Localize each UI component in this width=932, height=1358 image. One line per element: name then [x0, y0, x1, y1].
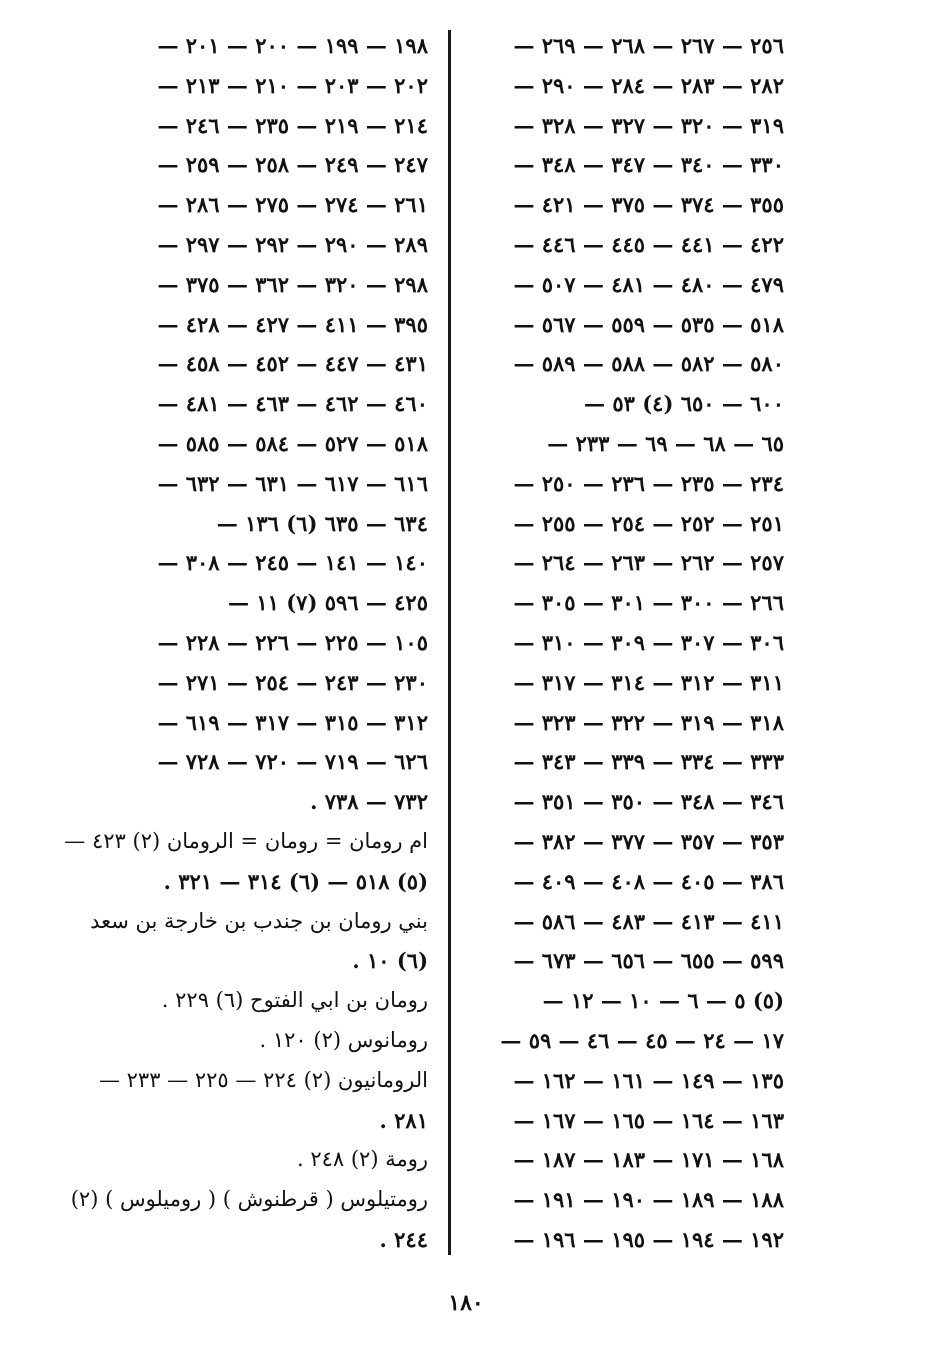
right-column-line: ٢٥٧ — ٢٦٢ — ٢٦٣ — ٢٦٤ —: [513, 550, 784, 576]
right-column-line: ٤٧٩ — ٤٨٠ — ٤٨١ — ٥٠٧ —: [513, 271, 784, 297]
left-column-line: ٢١٤ — ٢١٩ — ٢٣٥ — ٢٤٦ —: [157, 112, 428, 138]
left-column-line: ٢٩٨ — ٣٢٠ — ٣٦٢ — ٣٧٥ —: [157, 271, 428, 297]
left-column-line: ٤٦٠ — ٤٦٢ — ٤٦٣ — ٤٨١ —: [157, 391, 428, 417]
right-column-line: (٥) ٥ — ٦ — ١٠ — ١٢ —: [542, 988, 784, 1014]
left-column-line: ٤٢٥ — ٥٩٦ (٧) ١١ —: [228, 590, 428, 616]
right-column-line: ٢٣٤ — ٢٣٥ — ٢٣٦ — ٢٥٠ —: [513, 470, 784, 496]
left-column-line: ٢٨١ .: [379, 1107, 428, 1133]
right-column-line: ١٨٨ — ١٨٩ — ١٩٠ — ١٩١ —: [513, 1187, 784, 1213]
left-column-line: ٧٣٢ — ٧٣٨ .: [310, 789, 428, 815]
right-column-line: ٦٠٠ — ٦٥٠ (٤) ٥٣ —: [584, 391, 784, 417]
page-number: ١٨٠: [448, 1290, 484, 1316]
right-column-line: ٦٥ — ٦٨ — ٦٩ — ٢٣٣ —: [547, 430, 784, 456]
left-column-line: ٦١٦ — ٦١٧ — ٦٣١ — ٦٣٢ —: [157, 470, 428, 496]
right-column-line: ١٩٢ — ١٩٤ — ١٩٥ — ١٩٦ —: [513, 1226, 784, 1252]
right-column-line: ٣٥٣ — ٣٥٧ — ٣٧٧ — ٣٨٢ —: [513, 828, 784, 854]
right-column-line: ٣٨٦ — ٤٠٥ — ٤٠٨ — ٤٠٩ —: [513, 868, 784, 894]
left-column-line: بني رومان بن جندب بن خارجة بن سعد: [90, 908, 428, 933]
right-column-line: ٣١٩ — ٣٢٠ — ٣٢٧ — ٣٢٨ —: [513, 112, 784, 138]
left-column-line: ٢٦١ — ٢٧٤ — ٢٧٥ — ٢٨٦ —: [157, 192, 428, 218]
left-column-line: ٢٠٢ — ٢٠٣ — ٢١٠ — ٢١٣ —: [157, 72, 428, 98]
left-column-line: ٥١٨ — ٥٢٧ — ٥٨٤ — ٥٨٥ —: [157, 430, 428, 456]
left-column-line: رومانوس (٢) ١٢٠ .: [259, 1027, 428, 1052]
right-column-line: ٢٥٦ — ٢٦٧ — ٢٦٨ — ٢٦٩ —: [513, 33, 784, 58]
right-column-line: ٤٢٢ — ٤٤١ — ٤٤٥ — ٤٤٦ —: [513, 231, 784, 257]
right-column-line: ٣٤٦ — ٣٤٨ — ٣٥٠ — ٣٥١ —: [513, 789, 784, 815]
column-divider: [448, 30, 451, 1255]
right-column-line: ٥١٨ — ٥٣٥ — ٥٥٩ — ٥٦٧ —: [513, 311, 784, 337]
left-column-line: ٢٣٠ — ٢٤٣ — ٢٥٤ — ٢٧١ —: [157, 669, 428, 695]
left-column: [64, 26, 428, 1260]
left-column-line: رومة (٢) ٢٤٨ .: [296, 1147, 428, 1172]
left-column-line: ٣٩٥ — ٤١١ — ٤٢٧ — ٤٢٨ —: [157, 311, 428, 337]
left-column-line: ٣١٢ — ٣١٥ — ٣١٧ — ٦١٩ —: [157, 709, 428, 735]
right-column-line: ١٣٥ — ١٤٩ — ١٦١ — ١٦٢ —: [513, 1067, 784, 1093]
right-column-line: ٣٥٥ — ٣٧٤ — ٣٧٥ — ٤٢١ —: [513, 192, 784, 218]
left-column-line: ١٠٥ — ٢٢٥ — ٢٢٦ — ٢٢٨ —: [157, 629, 428, 655]
right-column-line: ٣١٨ — ٣١٩ — ٣٢٢ — ٣٢٣ —: [513, 709, 784, 735]
right-column-line: ٣١١ — ٣١٢ — ٣١٤ — ٣١٧ —: [513, 669, 784, 695]
left-column-line: ١٤٠ — ١٤١ — ٢٤٥ — ٣٠٨ —: [157, 550, 428, 576]
left-column-line: ٢٤٤ .: [379, 1226, 428, 1252]
left-column-line: ٢٤٧ — ٢٤٩ — ٢٥٨ — ٢٥٩ —: [157, 152, 428, 178]
right-column-line: ٢٨٢ — ٢٨٣ — ٢٨٤ — ٢٩٠ —: [513, 72, 784, 98]
right-column-line: ٥٨٠ — ٥٨٢ — ٥٨٨ — ٥٨٩ —: [513, 351, 784, 377]
left-column-line: (٥) ٥١٨ — (٦) ٣١٤ — ٣٢١ .: [163, 868, 428, 894]
right-column-line: ١٦٣ — ١٦٤ — ١٦٥ — ١٦٧ —: [513, 1107, 784, 1133]
left-column-line: رومتيلوس ( قرطنوش ) ( روميلوس ) (٢): [70, 1187, 428, 1212]
right-column-line: ٣٣٣ — ٣٣٤ — ٣٣٩ — ٣٤٣ —: [513, 749, 784, 775]
left-column-line: ٤٣١ — ٤٤٧ — ٤٥٢ — ٤٥٨ —: [157, 351, 428, 377]
right-column-line: ٢٥١ — ٢٥٢ — ٢٥٤ — ٢٥٥ —: [513, 510, 784, 536]
right-column-line: ٢٦٦ — ٣٠٠ — ٣٠١ — ٣٠٥ —: [513, 590, 784, 616]
right-column: [454, 26, 784, 1260]
left-column-line: ٢٨٩ — ٢٩٠ — ٢٩٢ — ٢٩٧ —: [157, 231, 428, 257]
right-column-line: ١٦٨ — ١٧١ — ١٨٣ — ١٨٧ —: [513, 1147, 784, 1173]
right-column-line: ٣٠٦ — ٣٠٧ — ٣٠٩ — ٣١٠ —: [513, 629, 784, 655]
right-column-line: ٣٣٠ — ٣٤٠ — ٣٤٧ — ٣٤٨ —: [513, 152, 784, 178]
left-column-line: ام رومان = رومان = الرومان (٢) ٤٢٣ —: [64, 828, 428, 853]
right-column-line: ٤١١ — ٤١٣ — ٤٨٣ — ٥٨٦ —: [513, 908, 784, 934]
left-column-line: (٦) ١٠ .: [352, 948, 428, 974]
right-column-line: ٥٩٩ — ٦٥٥ — ٦٥٦ — ٦٧٣ —: [513, 948, 784, 974]
right-column-line: ١٧ — ٢٤ — ٤٥ — ٤٦ — ٥٩ —: [500, 1027, 784, 1053]
left-column-line: الرومانيون (٢) ٢٢٤ — ٢٢٥ — ٢٣٣ —: [98, 1067, 428, 1092]
left-column-line: ٦٢٦ — ٧١٩ — ٧٢٠ — ٧٢٨ —: [157, 749, 428, 775]
left-column-line: رومان بن ابي الفتوح (٦) ٢٢٩ .: [161, 988, 428, 1013]
left-column-line: ١٩٨ — ١٩٩ — ٢٠٠ — ٢٠١ —: [157, 33, 428, 58]
left-column-line: ٦٣٤ — ٦٣٥ (٦) ١٣٦ —: [216, 510, 428, 536]
